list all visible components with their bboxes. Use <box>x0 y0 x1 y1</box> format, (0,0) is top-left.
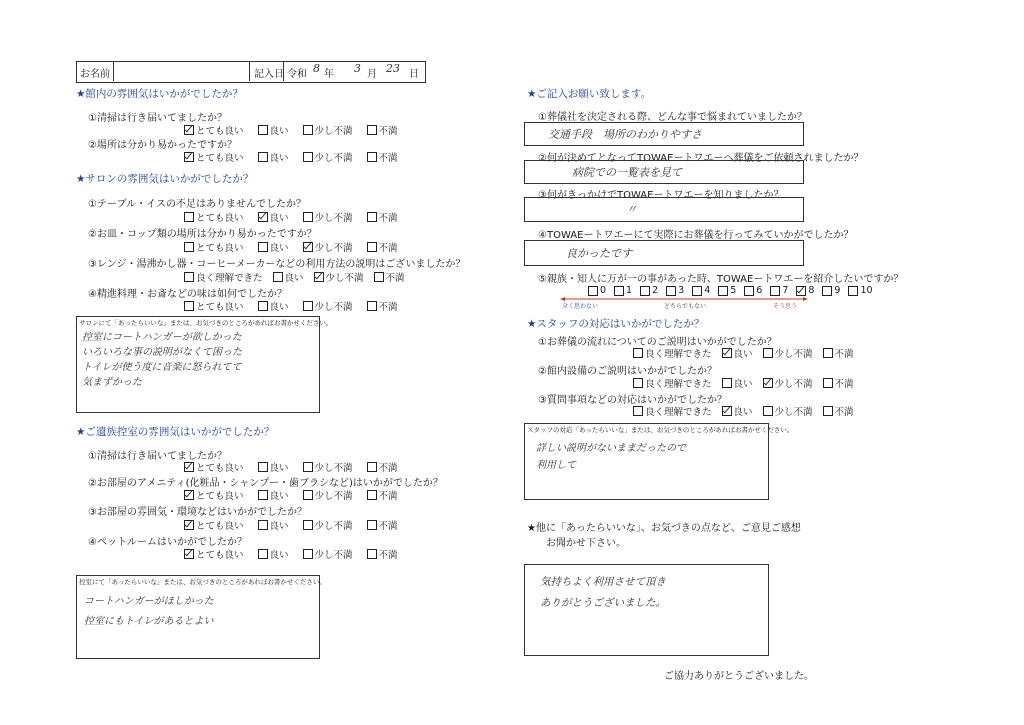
checkbox[interactable] <box>303 462 313 472</box>
salon-q3-options <box>184 270 405 284</box>
scale-option[interactable] <box>588 285 606 296</box>
option[interactable] <box>184 240 244 254</box>
hall-q2-options <box>184 150 398 164</box>
option-label: 良い <box>269 213 289 224</box>
checkbox[interactable] <box>258 152 268 162</box>
request-q2: ②何が決めてとなってTOWAEートワエーへ葬儀をご依頼されましたか？ <box>538 153 864 164</box>
option[interactable] <box>258 240 289 254</box>
day-value: 23 <box>386 62 400 75</box>
request-title: ★ご記入お願い致します。 <box>527 88 652 100</box>
option[interactable] <box>763 376 813 390</box>
year-unit: 年 <box>324 69 334 80</box>
checkbox[interactable] <box>640 286 650 296</box>
request-a3-box[interactable] <box>524 197 804 222</box>
option[interactable] <box>303 299 353 313</box>
checkbox[interactable] <box>744 286 754 296</box>
staff-comment-caption: スタッフの対応「あったらいいな」または、お気づきのところがあればお書かせください。 <box>527 426 794 434</box>
option[interactable] <box>633 346 712 360</box>
option[interactable] <box>367 240 398 254</box>
scale-number: 3 <box>678 285 685 296</box>
option-label: 良い <box>269 521 289 532</box>
recommend-scale <box>588 285 873 296</box>
staff-q2: ②館内設備のご説明はいかがでしたか？ <box>538 366 717 377</box>
other-title-2: お聞かせ下さい。 <box>546 538 626 549</box>
scale-number: 5 <box>730 285 737 296</box>
scale-number: 8 <box>808 285 815 296</box>
option[interactable] <box>258 210 289 224</box>
checkbox[interactable] <box>763 406 773 416</box>
checkbox[interactable] <box>588 286 598 296</box>
family-q3-options <box>184 518 398 532</box>
option-label: とても良い <box>196 550 244 561</box>
checkbox[interactable] <box>796 286 806 296</box>
option[interactable] <box>184 518 244 532</box>
option-label: 不満 <box>834 379 854 390</box>
option-label: 不満 <box>378 153 398 164</box>
option-label: とても良い <box>196 153 244 164</box>
option[interactable] <box>367 547 398 561</box>
option-label: 不満 <box>378 463 398 474</box>
scale-mid-label: どちらでもない <box>664 303 706 310</box>
option[interactable] <box>184 270 263 284</box>
option-label: 不満 <box>378 491 398 502</box>
request-q5: ⑤親族・知人に万が一の事があった時、TOWAEートワエーを紹介したいですか？ <box>538 274 904 285</box>
option[interactable] <box>184 299 244 313</box>
option[interactable] <box>258 150 289 164</box>
checkbox[interactable] <box>303 520 313 530</box>
day-unit: 日 <box>409 69 419 80</box>
option[interactable] <box>633 404 712 418</box>
option-label: 良い <box>733 349 753 360</box>
salon-q4: ④精進料理・お斎などの味は如何でしたか？ <box>88 289 287 300</box>
checkbox[interactable] <box>823 348 833 358</box>
option-label: 少し不満 <box>774 407 813 418</box>
option-label: 少し不満 <box>314 491 353 502</box>
request-a1: 交通手段 場所のわかりやすさ <box>548 128 702 141</box>
checkbox[interactable] <box>718 286 728 296</box>
scale-number: 4 <box>704 285 711 296</box>
option-label: とても良い <box>196 126 244 137</box>
name-label: お名前 <box>80 69 110 80</box>
era: 令和 <box>287 69 307 80</box>
checkbox[interactable] <box>367 462 377 472</box>
family-q4: ④ペットルームはいかがでしたか？ <box>88 537 247 548</box>
staff-q1-options <box>633 346 854 360</box>
scale-option[interactable] <box>666 285 684 296</box>
date-label: 記入日 <box>254 69 284 80</box>
checkbox[interactable] <box>722 378 732 388</box>
checkbox[interactable] <box>184 242 194 252</box>
scale-option[interactable] <box>770 285 788 296</box>
scale-number: 0 <box>600 285 607 296</box>
option-label: 良く理解できた <box>645 349 712 360</box>
checkbox[interactable] <box>722 406 732 416</box>
option-label: とても良い <box>196 521 244 532</box>
option[interactable] <box>184 123 244 137</box>
checkbox[interactable] <box>184 490 194 500</box>
option[interactable] <box>184 488 244 502</box>
option-label: 不満 <box>378 302 398 313</box>
option[interactable] <box>367 210 398 224</box>
option-label: 良い <box>269 243 289 254</box>
option-label: 不満 <box>378 243 398 254</box>
option[interactable] <box>303 547 353 561</box>
scale-right-label: そう思う <box>773 303 798 310</box>
staff-q2-options <box>633 376 854 390</box>
family-q1: ①清掃は行き届いてましたか？ <box>88 451 227 462</box>
scale-number: 2 <box>652 285 659 296</box>
scale-option[interactable] <box>796 285 814 296</box>
option[interactable] <box>823 346 854 360</box>
checkbox[interactable] <box>367 212 377 222</box>
scale-option[interactable] <box>744 285 762 296</box>
staff-q3: ③質問事項などの対応はいかがでしたか？ <box>538 395 727 406</box>
hall-title: ★館内の雰囲気はいかがでしたか？ <box>76 88 243 100</box>
hall-q1: ①清掃は行き届いてましたか？ <box>88 113 227 124</box>
option-label: とても良い <box>196 243 244 254</box>
other-title: ★他に「あったらいいな」、お気づきの点など、ご意見ご感想 <box>527 523 801 534</box>
option-label: 不満 <box>378 213 398 224</box>
option-label: 少し不満 <box>314 243 353 254</box>
option-label: 不満 <box>378 126 398 137</box>
checkbox[interactable] <box>367 549 377 559</box>
checkbox[interactable] <box>303 301 313 311</box>
request-q1: ①葬儀社を決定される際、どんな事で悩まれていましたか？ <box>538 112 807 123</box>
option-label: 少し不満 <box>314 521 353 532</box>
option-label: 良い <box>284 273 304 284</box>
checkbox[interactable] <box>258 125 268 135</box>
checkbox[interactable] <box>303 242 313 252</box>
option[interactable] <box>367 488 398 502</box>
salon-q3: ③レンジ・湯沸かし器・コーヒーメーカーなどの利用方法の説明はございましたか？ <box>88 259 466 270</box>
option-label: 良く理解できた <box>196 273 263 284</box>
salon-comment-text: 控室にコートハンガーが欲しかった いろいろな事の説明がなくて困った トイレが使う度に音楽に怒られてて 気まずかった <box>82 332 242 388</box>
option[interactable] <box>314 270 364 284</box>
checkbox[interactable] <box>848 286 858 296</box>
option-label: とても良い <box>196 213 244 224</box>
option-label: 良く理解できた <box>645 379 712 390</box>
staff-title: ★スタッフの対応はいかがでしたか？ <box>527 318 705 330</box>
checkbox[interactable] <box>303 212 313 222</box>
staff-q1: ①お葬儀の流れについてのご説明はいかがでしたか？ <box>538 337 777 348</box>
salon-q1-options <box>184 210 398 224</box>
thanks-text: ご協力ありがとうございました。 <box>664 671 814 682</box>
option-label: 良く理解できた <box>645 407 712 418</box>
scale-option[interactable] <box>640 285 658 296</box>
other-comment-text: 気持ちよく利用させて頂き ありがとうございました。 <box>540 576 666 609</box>
option[interactable] <box>258 488 289 502</box>
option[interactable] <box>823 404 854 418</box>
checkbox[interactable] <box>823 378 833 388</box>
checkbox[interactable] <box>633 378 643 388</box>
option[interactable] <box>823 376 854 390</box>
checkbox[interactable] <box>258 490 268 500</box>
checkbox[interactable] <box>258 462 268 472</box>
scale-number: 6 <box>756 285 763 296</box>
checkbox[interactable] <box>184 125 194 135</box>
option[interactable] <box>184 150 244 164</box>
option-label: とても良い <box>196 302 244 313</box>
checkbox[interactable] <box>722 348 732 358</box>
option[interactable] <box>258 123 289 137</box>
checkbox[interactable] <box>258 212 268 222</box>
option[interactable] <box>303 150 353 164</box>
scale-number: 9 <box>834 285 841 296</box>
scale-number: 1 <box>626 285 633 296</box>
year-value: 8 <box>313 62 320 75</box>
checkbox[interactable] <box>770 286 780 296</box>
option[interactable] <box>367 518 398 532</box>
family-comment-caption: 控室にて「あったらいいな」または、お気づきのところがあればお書かせください。 <box>79 578 326 586</box>
request-a3: 〃 <box>626 203 637 216</box>
checkbox[interactable] <box>367 125 377 135</box>
scale-option[interactable] <box>848 285 872 296</box>
checkbox[interactable] <box>184 462 194 472</box>
checkbox[interactable] <box>763 348 773 358</box>
option-label: 不満 <box>378 550 398 561</box>
option-label: 少し不満 <box>314 463 353 474</box>
option-label: 良い <box>269 302 289 313</box>
option[interactable] <box>722 404 753 418</box>
checkbox[interactable] <box>763 378 773 388</box>
checkbox[interactable] <box>184 152 194 162</box>
checkbox[interactable] <box>273 272 283 282</box>
option[interactable] <box>258 547 289 561</box>
option-label: 少し不満 <box>314 302 353 313</box>
option[interactable] <box>722 346 753 360</box>
option-label: 良い <box>269 463 289 474</box>
scale-option[interactable] <box>718 285 736 296</box>
hall-q1-options <box>184 123 398 137</box>
family-q2: ②お部屋のアメニティ(化粧品・シャンプー・歯ブラシなど)はいかがでしたか？ <box>88 478 443 489</box>
option[interactable] <box>367 460 398 474</box>
option-label: 少し不満 <box>325 273 364 284</box>
checkbox[interactable] <box>184 520 194 530</box>
option-label: 良い <box>269 126 289 137</box>
checkbox[interactable] <box>184 301 194 311</box>
checkbox[interactable] <box>633 406 643 416</box>
salon-q2: ②お皿・コップ類の場所は分かり易かったですか？ <box>88 229 317 240</box>
checkbox[interactable] <box>303 125 313 135</box>
option-label: 少し不満 <box>314 213 353 224</box>
checkbox[interactable] <box>184 272 194 282</box>
option[interactable] <box>303 488 353 502</box>
checkbox[interactable] <box>692 286 702 296</box>
option-label: 不満 <box>834 349 854 360</box>
option-label: 良い <box>733 407 753 418</box>
option[interactable] <box>258 518 289 532</box>
option-label: 少し不満 <box>314 550 353 561</box>
option[interactable] <box>184 460 244 474</box>
checkbox[interactable] <box>666 286 676 296</box>
salon-q1: ①テーブル・イスの不足はありませんでしたか？ <box>88 199 306 210</box>
salon-q2-options <box>184 240 398 254</box>
scale-option[interactable] <box>614 285 632 296</box>
checkbox[interactable] <box>314 272 324 282</box>
checkbox[interactable] <box>258 242 268 252</box>
option-label: 少し不満 <box>774 379 813 390</box>
checkbox[interactable] <box>367 242 377 252</box>
option-label: 少し不満 <box>314 126 353 137</box>
checkbox[interactable] <box>184 549 194 559</box>
scale-option[interactable] <box>692 285 710 296</box>
checkbox[interactable] <box>367 490 377 500</box>
staff-q3-options <box>633 404 854 418</box>
option[interactable] <box>258 299 289 313</box>
date-value-divider <box>283 61 284 81</box>
checkbox[interactable] <box>303 152 313 162</box>
checkbox[interactable] <box>258 549 268 559</box>
family-q1-options <box>184 460 398 474</box>
family-q4-options <box>184 547 398 561</box>
scale-left-label: 全く思わない <box>562 303 599 310</box>
option-label: 不満 <box>385 273 405 284</box>
option-label: とても良い <box>196 463 244 474</box>
checkbox[interactable] <box>184 212 194 222</box>
request-q3: ③何がきっかけでTOWAEートワエーを知りましたか？ <box>538 190 784 201</box>
option[interactable] <box>763 404 813 418</box>
checkbox[interactable] <box>258 301 268 311</box>
option[interactable] <box>303 518 353 532</box>
salon-title: ★サロンの雰囲気はいかがでしたか？ <box>76 173 254 185</box>
salon-q4-options <box>184 299 398 313</box>
checkbox[interactable] <box>367 520 377 530</box>
option[interactable] <box>258 460 289 474</box>
date-label-divider <box>249 61 250 81</box>
checkbox[interactable] <box>633 348 643 358</box>
option[interactable] <box>184 210 244 224</box>
staff-comment-text: 詳しい説明がないままだったので 利用して <box>536 443 686 471</box>
option-label: 良い <box>269 491 289 502</box>
checkbox[interactable] <box>258 520 268 530</box>
checkbox[interactable] <box>303 549 313 559</box>
option[interactable] <box>303 240 353 254</box>
option-label: 少し不満 <box>314 153 353 164</box>
option[interactable] <box>763 346 813 360</box>
month-value: 3 <box>354 62 361 75</box>
option[interactable] <box>374 270 405 284</box>
scale-option[interactable] <box>822 285 840 296</box>
scale-number: 7 <box>782 285 789 296</box>
name-divider <box>113 61 114 81</box>
option[interactable] <box>303 123 353 137</box>
hall-q2: ②場所は分かり易かったですか？ <box>88 140 237 151</box>
month-unit: 月 <box>367 69 377 80</box>
family-q3: ③お部屋の雰囲気・環境などはいかがでしたか？ <box>88 507 307 518</box>
option[interactable] <box>303 210 353 224</box>
option[interactable] <box>303 460 353 474</box>
checkbox[interactable] <box>367 301 377 311</box>
option-label: 良い <box>733 379 753 390</box>
option-label: 良い <box>269 550 289 561</box>
scale-number: 10 <box>860 285 873 296</box>
option-label: 不満 <box>378 521 398 532</box>
request-a2: 病院での一覧表を見て <box>572 166 682 179</box>
option-label: 少し不満 <box>774 349 813 360</box>
checkbox[interactable] <box>367 152 377 162</box>
option-label: 良い <box>269 153 289 164</box>
option-label: とても良い <box>196 491 244 502</box>
option[interactable] <box>184 547 244 561</box>
option[interactable] <box>367 123 398 137</box>
salon-comment-caption: サロンにて「あったらいいな」または、お気づきのところがあればお書かせください。 <box>79 319 333 327</box>
option[interactable] <box>273 270 304 284</box>
family-title: ★ご遺族控室の雰囲気はいかがでしたか？ <box>76 426 275 438</box>
request-q4: ④TOWAEートワエーにて実際にお葬儀を行ってみていかがでしたか？ <box>538 230 854 241</box>
option[interactable] <box>367 150 398 164</box>
family-comment-text: コートハンガーがほしかった 控室にもトイレがあるとよい <box>84 596 214 627</box>
option-label: 不満 <box>834 407 854 418</box>
option[interactable] <box>722 376 753 390</box>
checkbox[interactable] <box>822 286 832 296</box>
checkbox[interactable] <box>374 272 384 282</box>
option[interactable] <box>367 299 398 313</box>
checkbox[interactable] <box>823 406 833 416</box>
option[interactable] <box>633 376 712 390</box>
request-a4: 良かったです <box>566 247 632 260</box>
checkbox[interactable] <box>614 286 624 296</box>
checkbox[interactable] <box>303 490 313 500</box>
family-q2-options <box>184 488 398 502</box>
